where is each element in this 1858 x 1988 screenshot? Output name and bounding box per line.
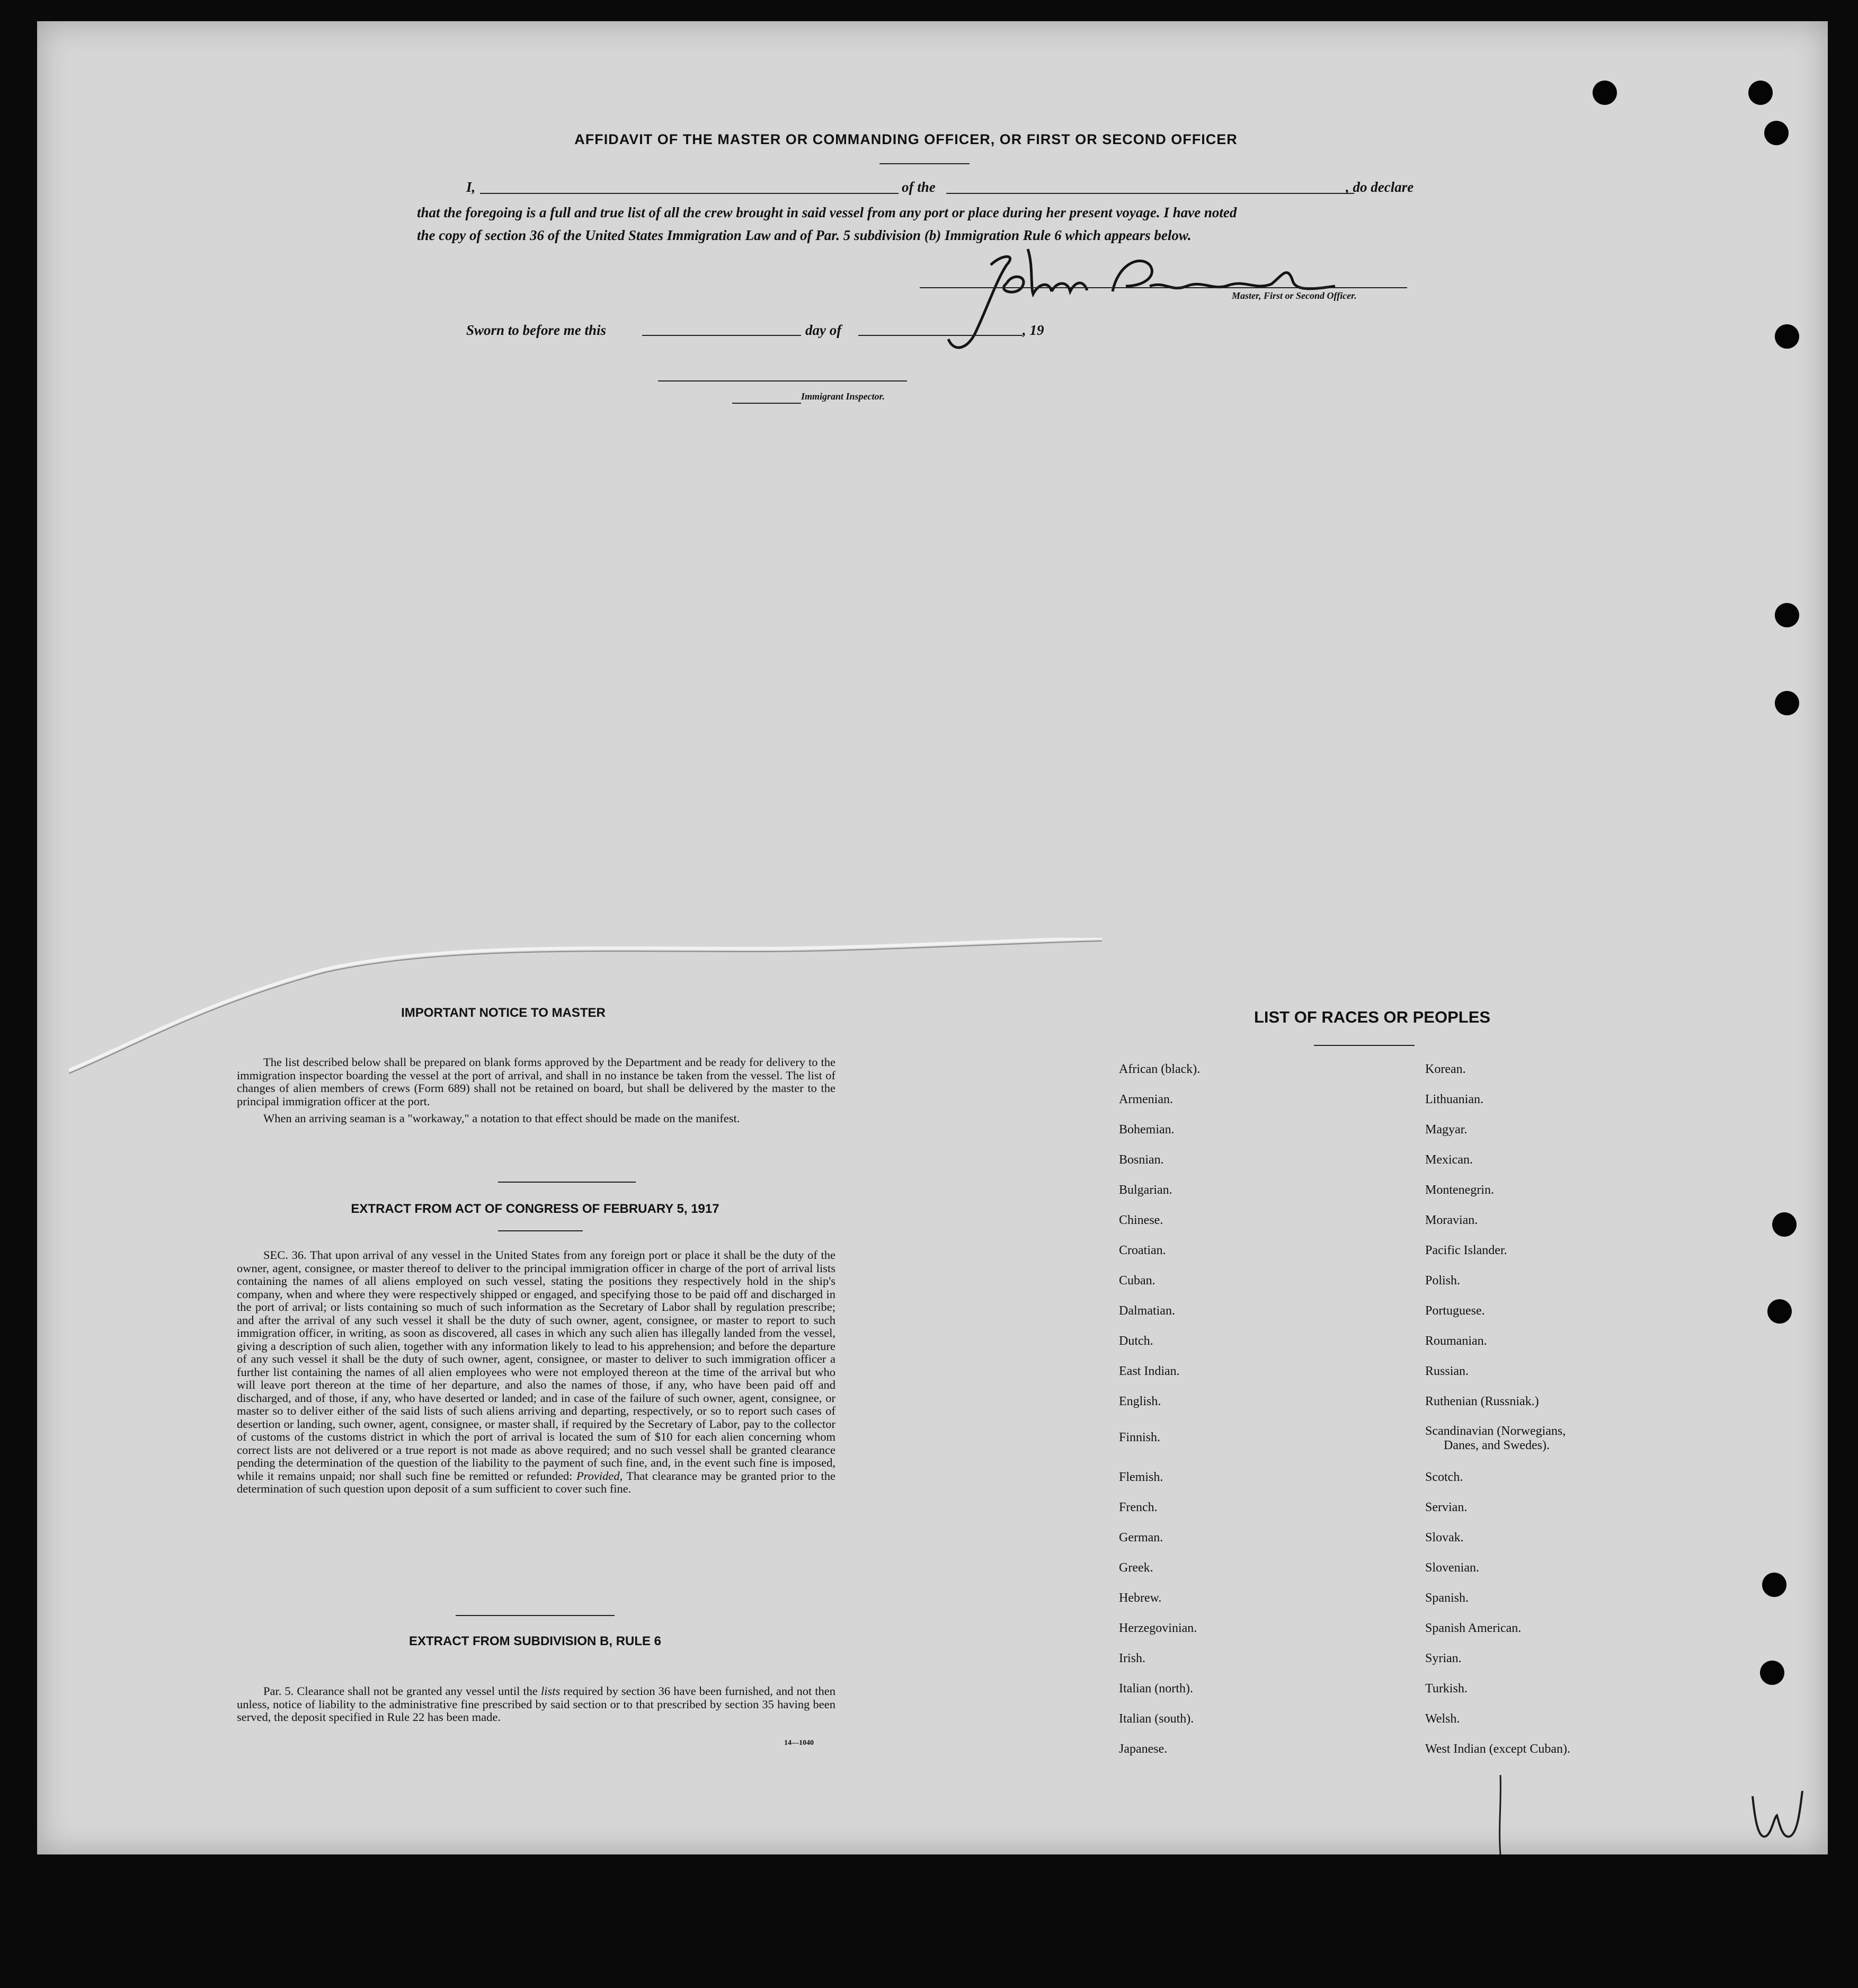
races-underline	[1314, 1045, 1415, 1046]
binder-hole	[1767, 1299, 1792, 1324]
proviso-word: Provided,	[576, 1469, 623, 1483]
name-blank	[480, 193, 899, 194]
race-right-item: Welsh.	[1425, 1712, 1460, 1726]
pencil-stroke	[1495, 1775, 1506, 1854]
race-right-item: Scotch.	[1425, 1470, 1463, 1484]
race-left-item: Finnish.	[1119, 1431, 1161, 1444]
race-right-item: Ruthenian (Russniak.)	[1425, 1395, 1539, 1408]
race-left-item: Flemish.	[1119, 1470, 1163, 1484]
race-left-item: English.	[1119, 1395, 1161, 1408]
race-right-item: West Indian (except Cuban).	[1425, 1742, 1570, 1756]
binder-hole	[1760, 1661, 1784, 1685]
notice-paragraph-1: The list described below shall be prepared on blank forms approved by the Department and be ready for delivery to the immigration inspector boarding the vessel at the port of arrival, and shall in no instance be taken from the vessel. The list of changes of alien members of crews (Form 689) shall not be retained on board, but shall be delivered by the master to the principal immigration officer at the port.	[237, 1055, 835, 1108]
section-36-proviso-text: That clearance may be granted prior to the determination of such question upon deposit of a sum sufficient to cover such fine.	[237, 1469, 836, 1495]
year-label: , 19	[1023, 322, 1044, 338]
declaration-line-3: the copy of section 36 of the United States Immigration Law and of Par. 5 subdivision (b) Immigration Rule 6 which appears below.	[417, 227, 1192, 243]
race-left-item: Armenian.	[1119, 1093, 1173, 1106]
race-right-item: Korean.	[1425, 1062, 1466, 1076]
rule-6-text-a: Par. 5. Clearance shall not be granted any vessel until the	[263, 1684, 538, 1698]
title-underline	[879, 163, 970, 164]
race-right-item: Danes, and Swedes).	[1444, 1439, 1550, 1452]
race-right-item: Spanish American.	[1425, 1621, 1522, 1635]
race-right-item: Slovenian.	[1425, 1561, 1479, 1575]
lists-word: lists	[540, 1684, 561, 1698]
divider-1	[498, 1182, 636, 1183]
rule-6-text	[237, 1685, 835, 1724]
declaration-do-declare: , do declare	[1346, 179, 1414, 195]
binder-hole	[1772, 1212, 1797, 1237]
pencil-mark	[1747, 1786, 1811, 1849]
race-left-item: Dalmatian.	[1119, 1304, 1175, 1318]
race-left-item: Greek.	[1119, 1561, 1153, 1575]
race-left-item: East Indian.	[1119, 1364, 1180, 1378]
race-left-item: Herzegovinian.	[1119, 1621, 1197, 1635]
race-right-item: Turkish.	[1425, 1682, 1468, 1696]
form-code: 14—1040	[784, 1739, 814, 1747]
inspector-caption: Immigrant Inspector.	[801, 391, 885, 402]
race-left-item: Hebrew.	[1119, 1591, 1162, 1605]
section-36-body: SEC. 36. That upon arrival of any vessel in the United States from any foreign port or place it shall be the duty of the owner, agent, consignee, or master thereof to deliver to the principal immigration officer in charge of the port of arrival lists containing the names of all aliens employed on such vessel, stating the positions they respectively hold in the ship's company, when and where they were respectively shipped or engaged, and specifying those to be paid off and discharged in the port of arrival; or lists containing so much of such information as the Secretary of Labor shall by regulation prescribe; and after the arrival of any such vessel it shall be the duty of such owner, agent, consignee, or master to report to such immigration officer, in writing, as soon as discovered, all cases in which any such alien has illegally landed from the vessel, giving a description of such alien, together with any information likely to lead to his apprehension; and before the departure of any such vessel it shall be the duty of such owner, agent, consignee, or master to deliver to such immigration officer a further list containing the names of all alien employees who were not employed thereon at the time of the arrival but who will leave port thereon at the time of her departure, and also the names of those, if any, who have been paid off and discharged, and of those, if any, who have deserted or landed; and in case of the failure of such owner, agent, consignee, or master so to deliver either of the said lists of such aliens arriving and departing, respectively, or so to report such cases of desertion or landing, such owner, agent, consignee, or master shall, if required by the Secretary of Labor, pay to the collector of customs of the customs district in which the port of arrival is located the sum of $10 for each alien concerning whom correct lists are not delivered or a true report is not made as above required; and no such vessel shall be granted clearance pending the determination of the question of the liability to the payment of such fine, and, in the event such fine is imposed, while it remains unpaid; nor shall such fine be remitted or refunded:	[237, 1248, 835, 1483]
day-of-label: day of	[805, 322, 842, 338]
race-left-item: Irish.	[1119, 1652, 1145, 1665]
race-right-item: Mexican.	[1425, 1153, 1473, 1167]
race-right-item: Syrian.	[1425, 1652, 1462, 1665]
binder-hole	[1593, 81, 1617, 105]
race-right-item: Russian.	[1425, 1364, 1469, 1378]
race-left-item: Chinese.	[1119, 1213, 1163, 1227]
vessel-blank	[946, 193, 1354, 194]
race-left-item: French.	[1119, 1501, 1158, 1514]
binder-hole	[1762, 1573, 1786, 1597]
race-right-item: Magyar.	[1425, 1123, 1468, 1137]
race-right-item: Lithuanian.	[1425, 1093, 1483, 1106]
sworn-day-blank	[642, 335, 801, 336]
master-signature-caption: Master, First or Second Officer.	[1232, 290, 1357, 301]
month-blank	[858, 335, 1023, 336]
section-36-text	[237, 1249, 835, 1496]
race-left-item: Croatian.	[1119, 1244, 1166, 1257]
signature-line	[920, 287, 1407, 288]
rule-6-text-b: required by section 36 have been furnished, and not then unless, notice of liability to the administrative fine prescribed by said section or to that prescribed by section 35 having been served, the deposit specified in Rule 22 has been made.	[237, 1684, 836, 1724]
inspector-short-line	[732, 403, 801, 404]
race-left-item: Italian (south).	[1119, 1712, 1194, 1726]
inspector-signature-line	[658, 380, 907, 381]
binder-hole	[1775, 691, 1799, 715]
binder-hole	[1764, 121, 1789, 145]
binder-hole	[1775, 324, 1799, 349]
affidavit-title: AFFIDAVIT OF THE MASTER OR COMMANDING OFFICER, OR FIRST OR SECOND OFFICER	[574, 131, 1238, 147]
divider-2	[498, 1230, 583, 1231]
declaration-of-the-label: of the	[902, 179, 936, 195]
race-right-item: Scandinavian (Norwegians,	[1425, 1424, 1566, 1438]
race-right-item: Polish.	[1425, 1274, 1461, 1288]
notice-paragraph-2: When an arriving seaman is a "workaway," a notation to that effect should be made on the manifest.	[263, 1112, 740, 1125]
binder-hole	[1775, 603, 1799, 627]
race-right-item: Servian.	[1425, 1501, 1468, 1514]
race-left-item: German.	[1119, 1531, 1163, 1545]
race-left-item: African (black).	[1119, 1062, 1201, 1076]
declaration-i-label: I,	[466, 179, 476, 195]
sworn-label: Sworn to before me this	[466, 322, 607, 338]
declaration-line-2: that the foregoing is a full and true list of all the crew brought in said vessel from any port or place during her present voyage. I have noted	[417, 205, 1237, 220]
race-left-item: Bulgarian.	[1119, 1183, 1172, 1197]
binder-hole	[1748, 81, 1773, 105]
races-title: LIST OF RACES OR PEOPLES	[1254, 1008, 1491, 1026]
race-left-item: Bosnian.	[1119, 1153, 1164, 1167]
race-right-item: Portuguese.	[1425, 1304, 1485, 1318]
race-right-item: Slovak.	[1425, 1531, 1464, 1545]
race-left-item: Bohemian.	[1119, 1123, 1175, 1137]
notice-body	[237, 1056, 835, 1125]
extract-act-title: EXTRACT FROM ACT OF CONGRESS OF FEBRUARY 5, 1917	[351, 1202, 719, 1216]
divider-3	[456, 1615, 615, 1616]
race-left-item: Cuban.	[1119, 1274, 1155, 1288]
extract-rule-title: EXTRACT FROM SUBDIVISION B, RULE 6	[408, 1634, 662, 1648]
race-right-item: Pacific Islander.	[1425, 1244, 1507, 1257]
race-left-item: Dutch.	[1119, 1334, 1153, 1348]
race-left-item: Japanese.	[1119, 1742, 1168, 1756]
race-right-item: Moravian.	[1425, 1213, 1478, 1227]
race-left-item: Italian (north).	[1119, 1682, 1193, 1696]
race-right-item: Montenegrin.	[1425, 1183, 1494, 1197]
race-right-item: Roumanian.	[1425, 1334, 1487, 1348]
race-right-item: Spanish.	[1425, 1591, 1469, 1605]
notice-title: IMPORTANT NOTICE TO MASTER	[401, 1006, 606, 1020]
